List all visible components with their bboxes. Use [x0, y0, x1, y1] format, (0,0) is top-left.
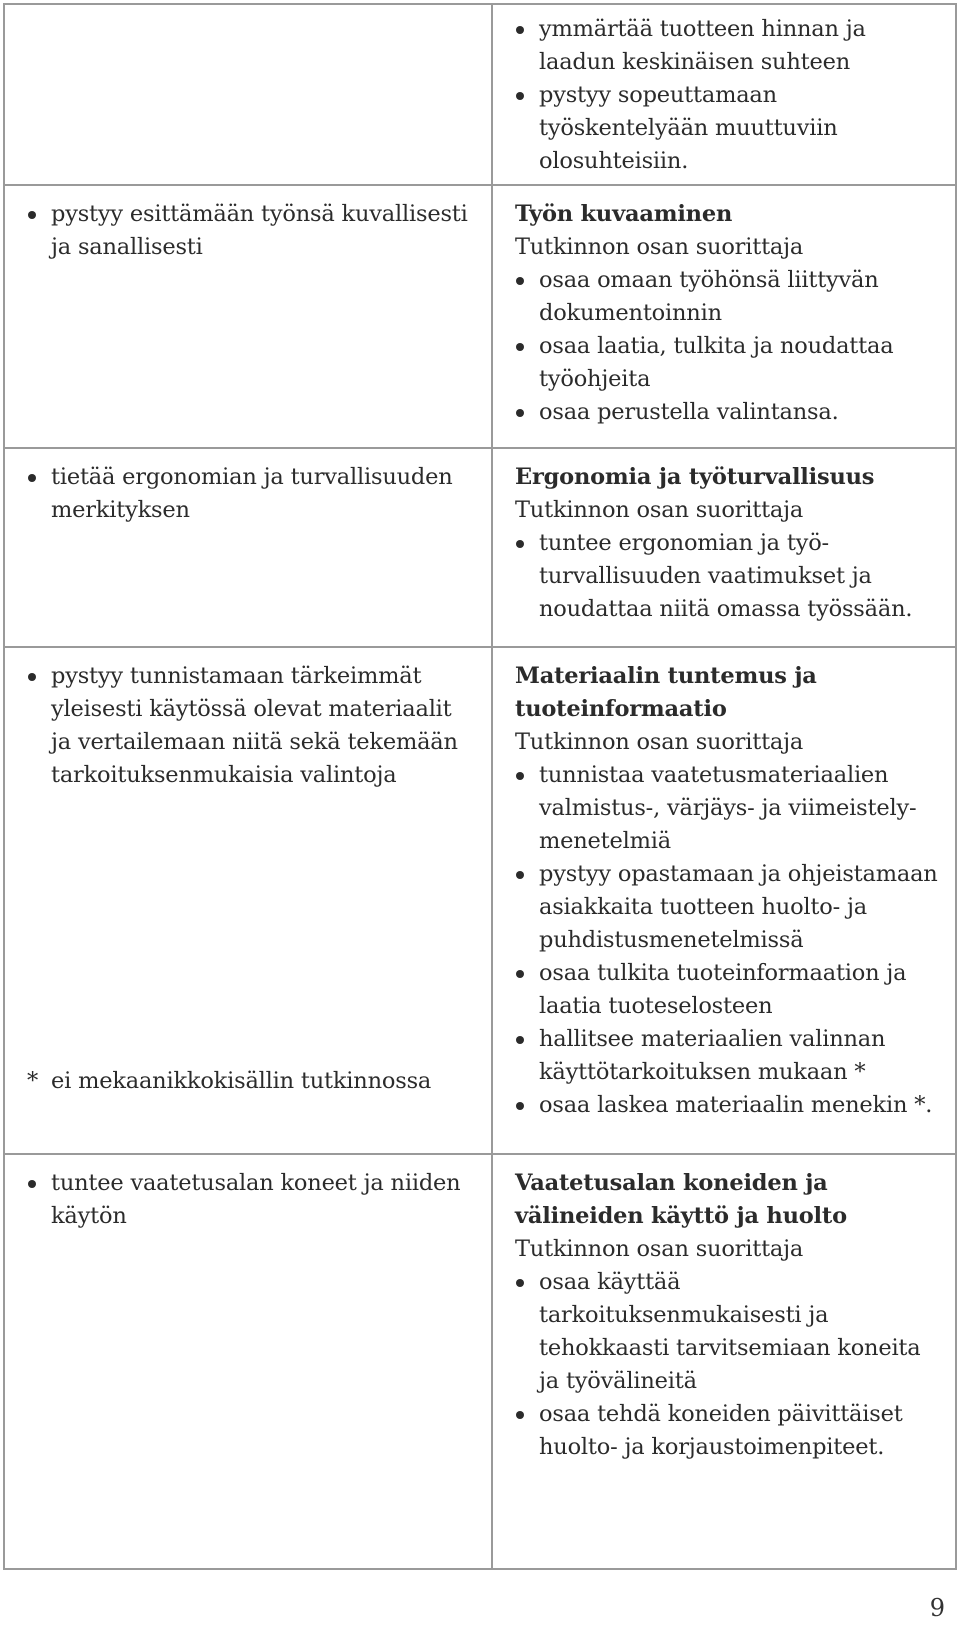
- section-heading: Materiaalin tuntemus ja tuoteinformaatio: [515, 663, 817, 722]
- list-item: osaa käyttää tarkoituksenmukaisesti ja tehokkaasti tarvitsemiaan koneita ja työvälineitä: [515, 1266, 941, 1398]
- list-item: osaa omaan työhönsä liittyvän dokumentoinnin: [515, 264, 941, 330]
- list-item: ymmärtää tuotteen hinnan ja laadun keskinäisen suhteen: [515, 13, 941, 79]
- bullet-list: [27, 660, 477, 792]
- table-row: [4, 1154, 956, 1569]
- left-cell: [4, 1154, 492, 1569]
- section-heading: Ergonomia ja työturvallisuus: [515, 464, 875, 490]
- table-row: [4, 185, 956, 448]
- list-item: pystyy esittämään työnsä kuvallisesti ja sanallisesti: [27, 198, 477, 264]
- section-subheading: Tutkinnon osan suorittaja: [515, 729, 804, 755]
- section-heading: Työn kuvaaminen: [515, 201, 733, 227]
- list-item: tietää ergonomian ja turvallisuuden merkityksen: [27, 461, 477, 527]
- footnote: [27, 1065, 477, 1098]
- list-item: osaa tehdä koneiden päivittäiset huolto- ja korjaustoimenpiteet.: [515, 1398, 941, 1464]
- bullet-list: [515, 527, 941, 626]
- list-item: hallitsee materiaalien valinnan käyttötarkoituksen mukaan *: [515, 1023, 941, 1089]
- list-item: tunnistaa vaatetusmateriaalien valmistus-, värjäys- ja viimeistely-menetelmiä: [515, 759, 941, 858]
- bullet-list: [515, 1266, 941, 1464]
- list-item: pystyy opastamaan ja ohjeistamaan asiakkaita tuotteen huolto- ja puhdistusmenetelmissä: [515, 858, 941, 957]
- list-item: tuntee vaatetusalan koneet ja niiden käytön: [27, 1167, 477, 1233]
- left-cell: [4, 4, 492, 185]
- table-row: [4, 448, 956, 647]
- bullet-list: [27, 198, 477, 264]
- list-item: pystyy tunnistamaan tärkeimmät yleisesti käytössä olevat materiaalit ja vertailemaan niitä sekä tekemään tarkoituksenmukaisia valintoja: [27, 660, 477, 792]
- list-item: pystyy sopeuttamaan työskentelyään muuttuviin olosuhteisiin.: [515, 79, 941, 178]
- left-cell: [4, 448, 492, 647]
- list-item: osaa tulkita tuoteinformaation ja laatia tuoteselosteen: [515, 957, 941, 1023]
- bullet-list: [27, 1167, 477, 1233]
- section-heading: Vaatetusalan koneiden ja välineiden käyttö ja huolto: [515, 1170, 847, 1229]
- bullet-list: [515, 13, 941, 178]
- page-number: 9: [929, 1594, 945, 1622]
- right-cell: [492, 185, 956, 448]
- list-item: osaa laatia, tulkita ja noudattaa työohjeita: [515, 330, 941, 396]
- bullet-list: [515, 759, 941, 1122]
- footnote-text: ei mekaanikkokisällin tutkinnossa: [51, 1068, 432, 1094]
- right-cell: [492, 647, 956, 1154]
- section-subheading: Tutkinnon osan suorittaja: [515, 1236, 804, 1262]
- table-row: [4, 4, 956, 185]
- section-subheading: Tutkinnon osan suorittaja: [515, 497, 804, 523]
- footnote-mark: *: [27, 1068, 39, 1094]
- table-row: [4, 647, 956, 1154]
- right-cell: [492, 1154, 956, 1569]
- right-cell: [492, 448, 956, 647]
- list-item: tuntee ergonomian ja työ-turvallisuuden vaatimukset ja noudattaa niitä omassa työssään.: [515, 527, 941, 626]
- section-subheading: Tutkinnon osan suorittaja: [515, 234, 804, 260]
- list-item: osaa perustella valintansa.: [515, 396, 941, 429]
- right-cell: [492, 4, 956, 185]
- bullet-list: [27, 461, 477, 527]
- competence-table: [3, 3, 957, 1570]
- left-cell: [4, 185, 492, 448]
- list-item: osaa laskea materiaalin menekin *.: [515, 1089, 941, 1122]
- left-cell: [4, 647, 492, 1154]
- bullet-list: [515, 264, 941, 429]
